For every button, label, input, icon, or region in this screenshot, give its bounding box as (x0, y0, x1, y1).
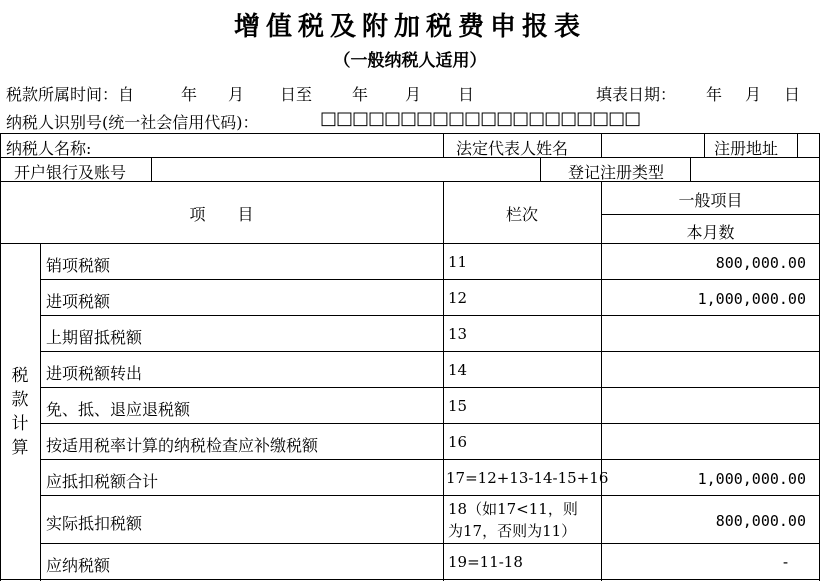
grid-line (40, 279, 820, 280)
fill-year: 年 (706, 85, 723, 104)
row-item: 上期留抵税额 (46, 328, 143, 347)
period-day-2: 日 (458, 85, 475, 104)
row-item: 应纳税额 (46, 556, 111, 575)
period-month-2: 月 (405, 85, 422, 104)
row-value[interactable]: - (780, 553, 790, 571)
row-value[interactable]: 1,000,000.00 (697, 470, 806, 488)
section-char: 算 (11, 438, 29, 458)
row-item: 应抵扣税额合计 (46, 472, 159, 491)
grid-line (704, 133, 705, 157)
grid-line (0, 157, 820, 158)
taxpayer-id-label: 纳税人识别号(统一社会信用代码)： (6, 113, 259, 132)
row-value[interactable]: 800,000.00 (715, 512, 806, 530)
row-col-no: 16 (448, 433, 468, 451)
row-col-no: 11 (448, 253, 468, 271)
row-item: 销项税额 (46, 256, 111, 275)
column-no-header: 栏次 (505, 205, 538, 224)
period-label: 税款所属时间：自 (6, 85, 135, 104)
item-header: 项 目 (189, 205, 254, 224)
taxpayer-name-label: 纳税人名称: (6, 139, 92, 158)
row-col-no: 17=12+13-14-15+16 (446, 469, 609, 487)
grid-line (40, 459, 820, 460)
period-year-1: 年 (181, 85, 198, 104)
section-label-tax-calc (0, 364, 40, 460)
period-month-1: 月 (228, 85, 245, 104)
grid-line (40, 495, 820, 496)
reg-address-label: 注册地址 (714, 139, 779, 158)
section-char: 款 (11, 390, 29, 410)
grid-line (40, 351, 820, 352)
grid-line (0, 133, 820, 134)
grid-line (40, 543, 820, 544)
grid-line (40, 423, 820, 424)
row-col-no: 15 (448, 397, 468, 415)
grid-line (0, 133, 1, 581)
grid-line (40, 243, 41, 581)
row-col-no-line1: 18（如17<11，则 (448, 500, 578, 518)
grid-line (443, 181, 444, 581)
fill-month: 月 (745, 85, 762, 104)
grid-line (40, 315, 820, 316)
fill-date-label: 填表日期： (596, 85, 677, 104)
bank-account-label: 开户银行及账号 (14, 163, 127, 182)
row-value[interactable]: 800,000.00 (715, 254, 806, 272)
section-char: 税 (11, 366, 29, 386)
row-col-no-line2: 为17，否则为11） (448, 522, 577, 540)
grid-line (151, 157, 152, 181)
grid-line (601, 214, 820, 215)
this-month-header: 本月数 (686, 223, 735, 242)
grid-line (690, 157, 691, 181)
taxpayer-id-boxes[interactable]: □□□□□□□□□□□□□□□□□□□□ (320, 108, 641, 129)
grid-line (540, 157, 541, 181)
row-item: 按适用税率计算的纳税检查应补缴税额 (46, 436, 319, 455)
section-char: 计 (11, 414, 29, 434)
row-col-no: 13 (448, 325, 468, 343)
row-value[interactable]: 1,000,000.00 (697, 290, 806, 308)
grid-line (0, 243, 820, 244)
form-title: 增值税及附加税费申报表 (233, 12, 586, 42)
grid-line (797, 133, 798, 157)
grid-line (443, 133, 444, 157)
grid-line (601, 133, 602, 157)
grid-line (40, 387, 820, 388)
row-item: 进项税额 (46, 292, 111, 311)
legal-rep-label: 法定代表人姓名 (456, 139, 569, 158)
row-col-no: 12 (448, 289, 468, 307)
row-item: 免、抵、退应退税额 (46, 400, 191, 419)
period-year-2: 年 (352, 85, 369, 104)
row-item: 实际抵扣税额 (46, 514, 143, 533)
row-col-no: 14 (448, 361, 468, 379)
general-item-header: 一般项目 (678, 191, 743, 210)
form-subtitle: （一般纳税人适用） (333, 51, 487, 71)
reg-type-label: 登记注册类型 (568, 163, 665, 182)
period-day-to: 日至 (280, 85, 313, 104)
row-col-no: 19=11-18 (448, 553, 523, 571)
row-item: 进项税额转出 (46, 364, 143, 383)
fill-day: 日 (784, 85, 801, 104)
